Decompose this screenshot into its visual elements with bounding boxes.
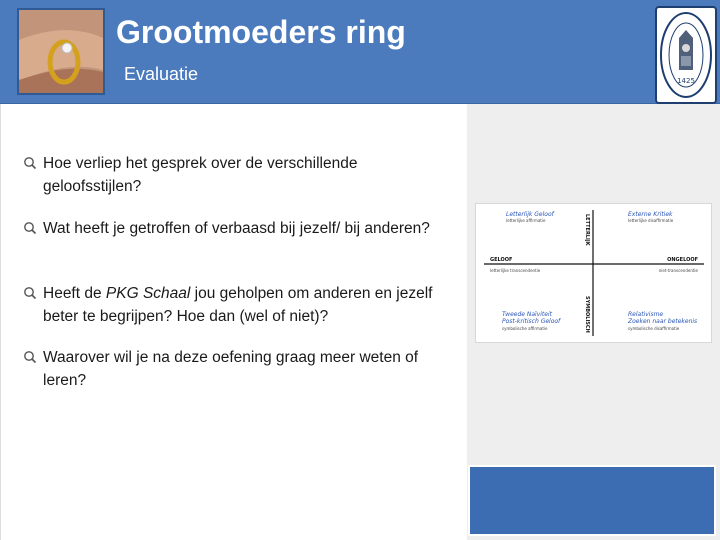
question-item — [23, 217, 453, 242]
search-icon — [23, 152, 41, 198]
pkg-quadrant-diagram — [475, 203, 712, 343]
question-item — [23, 282, 453, 328]
quadrant-tl-sub: letterlijke affirmatie — [506, 218, 546, 223]
quadrant-tl-title: Letterlijk Geloof — [506, 211, 554, 218]
question-text: Hoe verliep het gesprek over de verschillende geloofsstijlen? — [43, 155, 358, 195]
quadrant-bl-sub: symbolische affirmatie — [502, 326, 548, 331]
seal-year: 1425 — [677, 77, 695, 85]
questions-panel — [0, 104, 468, 540]
quadrant-tr-title: Externe Kritiek — [628, 211, 673, 218]
quadrant-br-title2: Zoeken naar betekenis — [628, 318, 698, 325]
question-text: Waarover wil je na deze oefening graag meer weten of leren? — [43, 349, 419, 389]
axis-left-label: GELOOF — [490, 257, 513, 263]
question-text-pre: Heeft de — [43, 285, 106, 302]
quadrant-br-title: Relativisme — [628, 311, 664, 318]
quadrant-tr-sub: letterlijke disaffirmatie — [628, 218, 674, 223]
search-icon — [23, 282, 41, 328]
axis-left-sub: letterlijke transcendentie — [490, 268, 541, 273]
quadrant-br-sub: symbolische disaffirmatie — [628, 326, 680, 331]
question-item — [23, 152, 453, 198]
axis-right-label: ONGELOOF — [667, 257, 698, 263]
university-seal — [655, 6, 717, 104]
ring-photo — [17, 8, 105, 95]
seal-emblem — [657, 8, 715, 102]
search-icon — [23, 346, 41, 392]
axis-right-sub: niet-transcendentie — [658, 268, 698, 273]
question-text — [43, 282, 453, 328]
page-title: Grootmoeders ring — [116, 14, 406, 50]
page-subtitle: Evaluatie — [124, 64, 199, 84]
question-text: Wat heeft je getroffen of verbaasd bij jezelf/ bij anderen? — [43, 220, 430, 237]
pkg-schaal-term: PKG Schaal — [105, 285, 191, 302]
quadrant-bl-title: Tweede Naïviteit — [502, 311, 552, 318]
quadrant-bl-title2: Post-kritisch Geloof — [502, 318, 561, 325]
axis-bottom-label: SYMBOLISCH — [584, 296, 590, 333]
question-item — [23, 346, 453, 392]
axis-top-label: LETTERLIJK — [584, 214, 590, 246]
slide-header — [0, 0, 720, 105]
ring-photo-image — [19, 10, 103, 93]
search-icon — [23, 217, 41, 242]
question-text-post: jou geholpen om anderen en jezelf beter te begrijpen? Hoe dan (wel of niet)? — [43, 285, 433, 325]
side-panel-footer — [468, 465, 716, 536]
